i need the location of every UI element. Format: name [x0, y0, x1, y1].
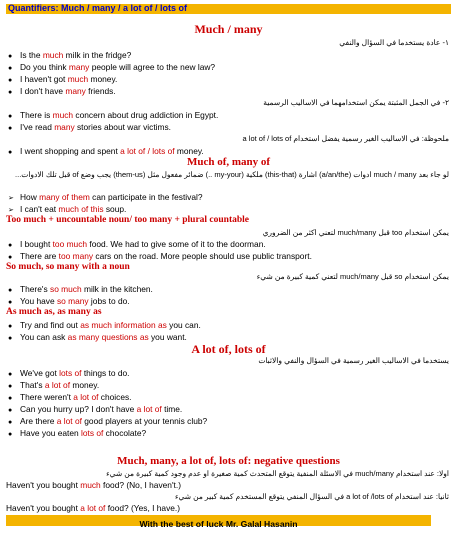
footer-text: With the best of luck Mr. Galal Hasanin — [139, 519, 298, 529]
note-ar-much-of: لو جاء بعد much / many ادوات (a/an/the) اشارة (this-that) ملكية (my-your ..) ضمائر مفعول مثل (them-us) يجب وضع of قبل تلك الادوات... — [15, 170, 449, 179]
note-ar-2: ٢- في الجمل المثبتة يمكن استخدامهما في الاساليب الرسمية — [263, 98, 449, 107]
list-item: ● That's a lot of money. — [8, 380, 100, 390]
list-item: ● Do you think many people will agree to the new law? — [8, 62, 216, 72]
list-item: ➢ How many of them can participate in the festival? — [8, 192, 203, 202]
note-ar-negative-1: اولا: عند استخدام much/many في الاسئلة المنفية يتوقع المتحدث كمية صغيرة او عدم وجود كمية كبيرة من شيء — [106, 469, 449, 478]
list-item: ● Can you hurry up? I don't have a lot of time. — [8, 404, 183, 414]
note-ar-3: ملحوظة: في الاساليب الغير رسمية يفضل استخدام a lot of / lots of — [242, 134, 449, 143]
list-item: ● Is the much milk in the fridge? — [8, 50, 132, 60]
list-item: ● I bought too much food. We had to give some of it to the doorman. — [8, 239, 266, 249]
heading-too-much: Too much + uncountable noun/ too many + plural countable — [6, 215, 250, 225]
note-ar-so: يمكن استخدام so قبل much/many لتعني كمية كبيرة من شيء — [256, 272, 449, 281]
page-title: Quantifiers: Much / many / a lot of / lots of — [8, 3, 188, 13]
list-item: ● I haven't got much money. — [8, 74, 118, 84]
list-item: ● I went shopping and spent a lot of / lots of money. — [8, 146, 204, 156]
list-item: ● We've got lots of things to do. — [8, 368, 130, 378]
heading-much-of: Much of, many of — [186, 156, 271, 168]
note-ar-1: ١- عادة يستخدما في السؤال والنفي — [339, 38, 449, 47]
footer-banner — [6, 515, 431, 529]
list-item: ● There's so much milk in the kitchen. — [8, 284, 153, 294]
heading-negative-questions: Much, many, a lot of, lots of: negative questions — [117, 455, 340, 467]
note-ar-too: يمكن استخدام too قبل much/many لتعني اكثر من الضروري — [262, 228, 449, 237]
list-item: ● Are there a lot of good players at your tennis club? — [8, 416, 208, 426]
heading-as-much-as: As much as, as many as — [6, 307, 102, 317]
list-item: ● Try and find out as much information as you can. — [8, 320, 201, 330]
heading-a-lot-of: A lot of, lots of — [191, 342, 266, 356]
list-item: ● I've read many stories about war victims. — [8, 122, 172, 132]
list-item: ● I don't have many friends. — [8, 86, 116, 96]
example-line-2: Haven't you bought a lot of food? (Yes, I have.) — [6, 503, 181, 513]
list-item: ● There weren't a lot of choices. — [8, 392, 132, 402]
note-ar-negative-2: ثانيا: عند استخدام a lot of /lots of في السؤال المنفي يتوقع المستخدم كمية كبير من شيء — [174, 492, 449, 501]
list-item: ● There are too many cars on the road. More people should use public transport. — [8, 251, 312, 261]
note-ar-a-lot: يستخدما في الاساليب الغير رسمية في السؤال والنفي والاثبات — [258, 356, 449, 365]
list-item: ● You have so many jobs to do. — [8, 296, 130, 306]
list-item: ➢ I can't eat much of this soup. — [8, 204, 127, 214]
list-item: ● There is much concern about drug addiction in Egypt. — [8, 110, 219, 120]
heading-so-much: So much, so many with a noun — [6, 262, 130, 272]
title-banner — [6, 4, 451, 14]
list-item: ● You can ask as many questions as you want. — [8, 332, 187, 342]
heading-much-many: Much / many — [194, 22, 263, 36]
list-item: ● Have you eaten lots of chocolate? — [8, 428, 147, 438]
example-line-1: Haven't you bought much food? (No, I haven't.) — [6, 480, 181, 490]
